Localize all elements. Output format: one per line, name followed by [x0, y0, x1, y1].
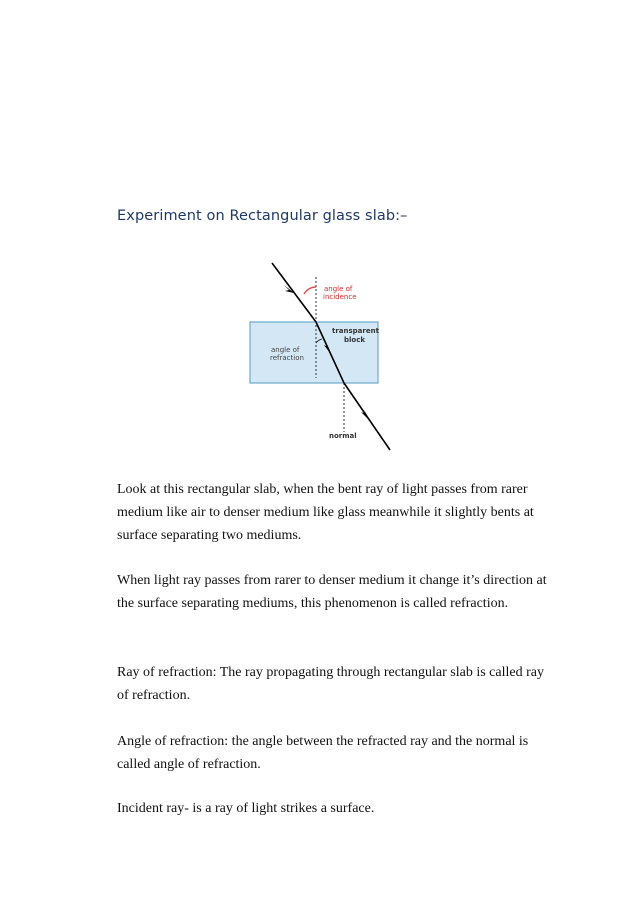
paragraph-ray-of-refraction: Ray of refraction: The ray propagating through rectangular slab is called ray of refraction. — [117, 665, 544, 703]
label-angle-of-refraction-1: angle of — [271, 346, 300, 354]
incidence-angle-arc — [304, 287, 316, 294]
paragraph-incident-ray: Incident ray- is a ray of light strikes a surface. — [117, 801, 375, 816]
paragraph-refraction-definition: When light ray passes from rarer to denser medium it change it’s direction at the surface separating mediums, this phenomenon is called refraction. — [117, 573, 547, 611]
label-transparent-block-2: block — [344, 336, 366, 344]
label-angle-of-incidence-1: angle of — [324, 285, 353, 293]
label-angle-of-incidence-2: incidence — [323, 293, 357, 301]
label-transparent-block-1: transparent — [332, 327, 379, 335]
paragraph-refraction-intro: Look at this rectangular slab, when the bent ray of light passes from rarer medium like air to denser medium like glass meanwhile it slightly bents at surface separating two mediums. — [117, 482, 534, 543]
refraction-diagram — [248, 255, 408, 455]
incident-ray — [272, 263, 316, 322]
label-angle-of-refraction-2: refraction — [270, 354, 304, 362]
label-normal: normal — [329, 432, 357, 440]
section-heading: Experiment on Rectangular glass slab:– — [117, 208, 408, 224]
paragraph-angle-of-refraction: Angle of refraction: the angle between the refracted ray and the normal is called angle of refraction. — [117, 734, 529, 772]
